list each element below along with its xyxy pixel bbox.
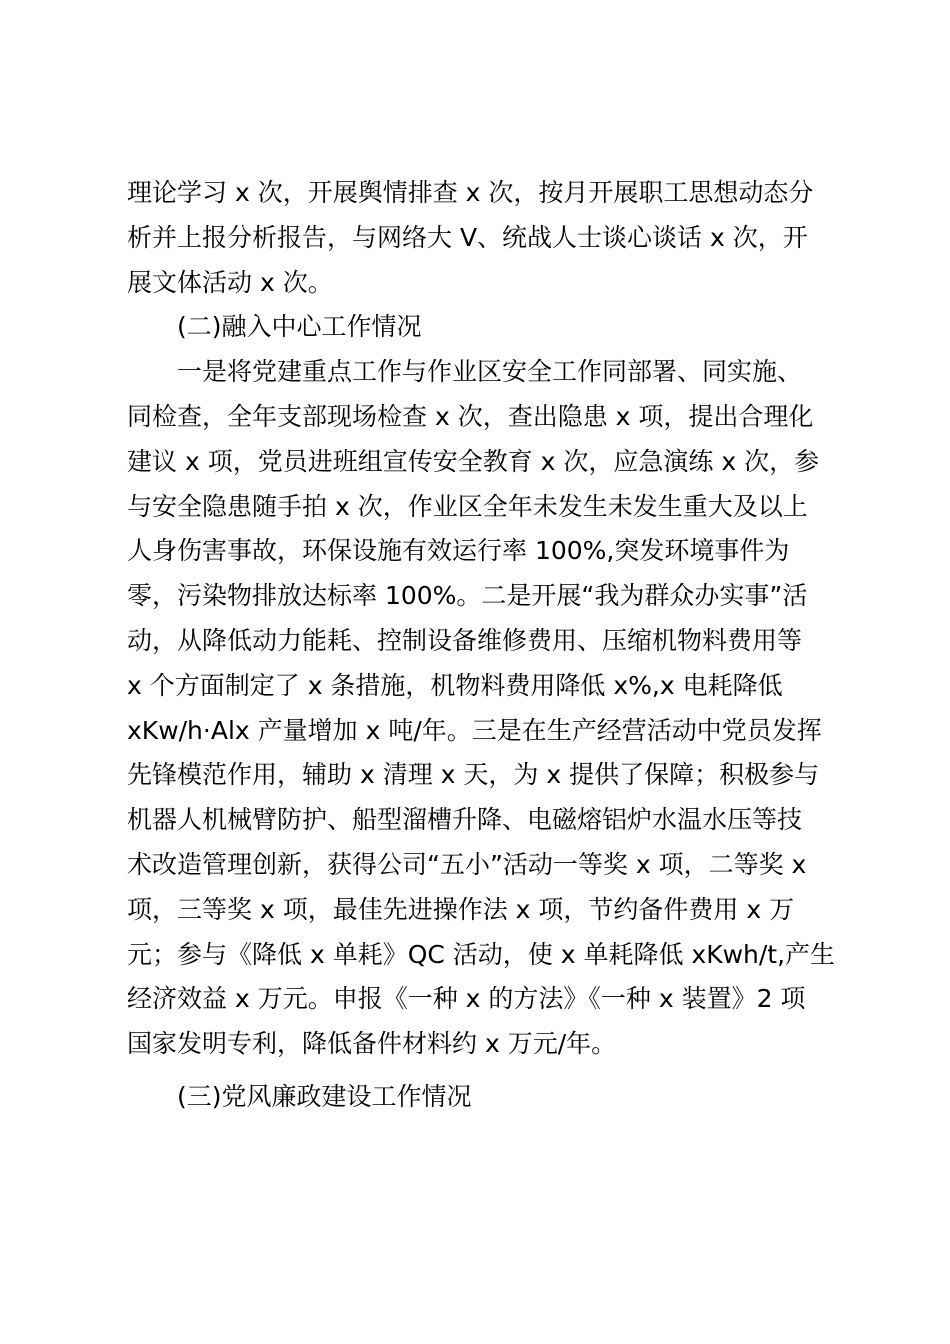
text-line: 零，污染物排放达标率 100%。二是开展“我为群众办实事”活 bbox=[127, 581, 808, 611]
text-line: 经济效益 x 万元。申报《一种 x 的方法》《一种 x 装置》2 项 bbox=[127, 984, 806, 1014]
text-line: 先锋模范作用，辅助 x 清理 x 天，为 x 提供了保障；积极参与 bbox=[127, 760, 820, 790]
text-line: 建议 x 项，党员进班组宣传安全教育 x 次，应急演练 x 次，参 bbox=[127, 446, 820, 476]
text-line: 同检查，全年支部现场检查 x 次，查出隐患 x 项，提出合理化 bbox=[127, 401, 814, 431]
paragraph-theory-study bbox=[127, 171, 827, 305]
text-line: 术改造管理创新，获得公司“五小”活动一等奖 x 项，二等奖 x bbox=[127, 849, 807, 879]
text-line: xKw/h·Alx 产量增加 x 吨/年。三是在生产经营活动中党员发挥 bbox=[127, 715, 822, 745]
text-line: 人身伤害事故，环保设施有效运行率 100%,突发环境事件为 bbox=[127, 536, 790, 566]
paragraph-central-work bbox=[127, 350, 836, 1067]
text-line: 展文体活动 x 次。 bbox=[127, 267, 333, 297]
text-line: 理论学习 x 次，开展舆情排查 x 次，按月开展职工思想动态分 bbox=[127, 178, 814, 207]
text-line: 项，三等奖 x 项，最佳先进操作法 x 项，节约备件费用 x 万 bbox=[127, 894, 795, 924]
text-line: 与安全隐患随手拍 x 次，作业区全年未发生未发生重大及以上 bbox=[127, 491, 808, 521]
text-line: 一是将党建重点工作与作业区安全工作同部署、同实施、 bbox=[177, 357, 803, 387]
text-line: 国家发明专利，降低备件材料约 x 万元/年。 bbox=[127, 1029, 617, 1059]
text-line: 机器人机械臂防护、船型溜槽升降、电磁熔铝炉水温水压等技 bbox=[127, 805, 803, 835]
section-heading-2: (二)融入中心工作情况 bbox=[177, 312, 422, 342]
section-heading-3: (三)党风廉政建设工作情况 bbox=[177, 1081, 472, 1111]
text-line: x 个方面制定了 x 条措施，机物料费用降低 x%,x 电耗降低 bbox=[127, 670, 783, 700]
text-line: 析并上报分析报告，与网络大 V、统战人士谈心谈话 x 次，开 bbox=[127, 222, 808, 252]
text-line: 元；参与《降低 x 单耗》QC 活动，使 x 单耗降低 xKwh/t,产生 bbox=[127, 939, 836, 969]
paragraph-spacer bbox=[127, 1067, 827, 1075]
document-page bbox=[127, 171, 836, 1120]
text-line: 动，从降低动力能耗、控制设备维修费用、压缩机物料费用等 bbox=[127, 625, 803, 655]
